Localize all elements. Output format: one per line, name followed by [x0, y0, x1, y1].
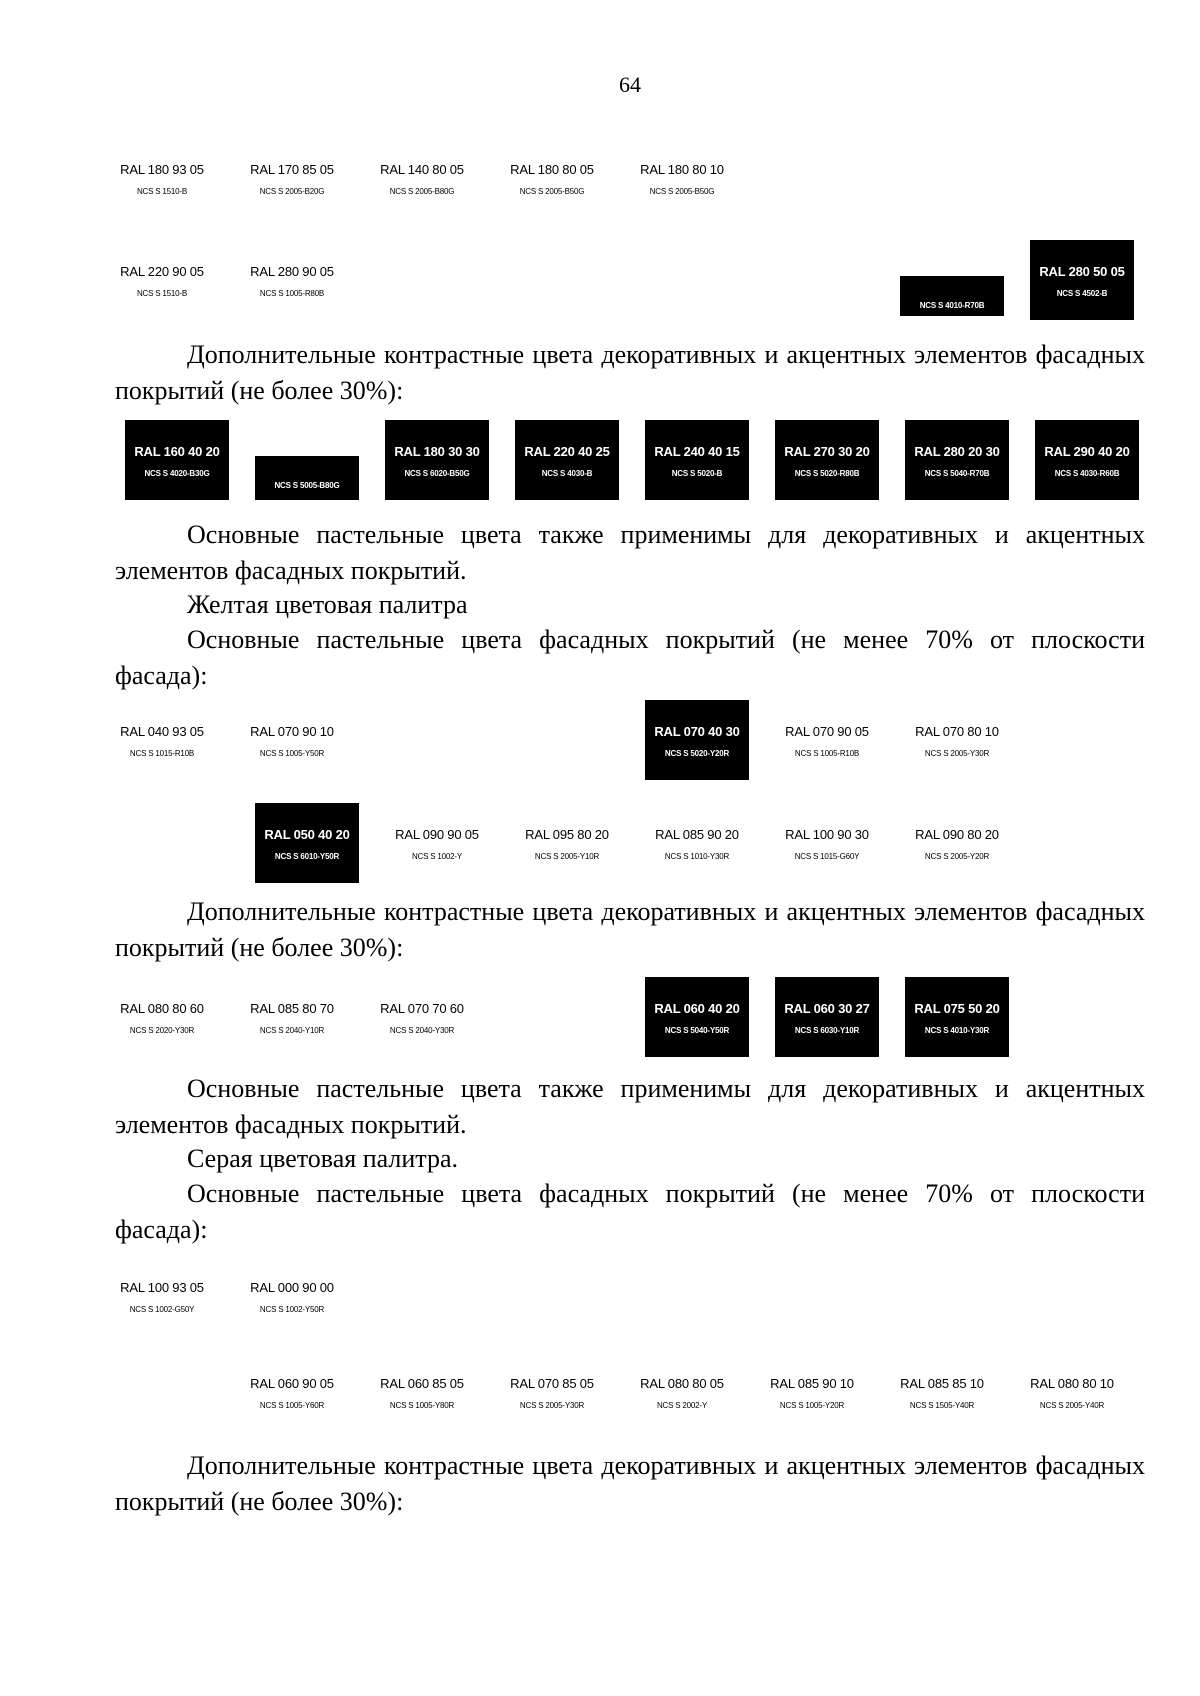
ral-code: RAL 085 90 10 [770, 1376, 854, 1391]
ncs-code: NCS S 2002-Y [656, 1401, 708, 1410]
ncs-code: NCS S 2005-Y20R [924, 852, 990, 861]
ncs-code: NCS S 2040-Y10R [259, 1026, 325, 1035]
ral-code: RAL 080 80 60 [120, 1001, 204, 1016]
color-swatch [240, 1256, 344, 1336]
ral-code: RAL 170 85 05 [250, 162, 334, 177]
ncs-code: NCS S 2020-Y30R [129, 1026, 195, 1035]
swatch-row-yellow-contrast [0, 977, 1200, 1061]
ral-code: RAL 290 40 20 [1044, 444, 1130, 459]
swatch-row-blue-pastel-2 [0, 240, 1200, 324]
ral-code: RAL 060 85 05 [380, 1376, 464, 1391]
ncs-code: NCS S 6010-Y50R [274, 852, 340, 861]
color-swatch [500, 1352, 604, 1432]
color-swatch [240, 700, 344, 780]
ncs-code: NCS S 5020-R80B [794, 469, 860, 478]
ral-code: RAL 240 40 15 [654, 444, 740, 459]
ral-code: RAL 140 80 05 [380, 162, 464, 177]
swatch-row-blue-pastel-1 [0, 138, 1200, 222]
ral-code: RAL 060 90 05 [250, 1376, 334, 1391]
ncs-code: NCS S 2005-Y10R [534, 852, 600, 861]
ral-code: RAL 060 40 20 [654, 1001, 740, 1016]
ncs-code: NCS S 1005-Y80R [389, 1401, 455, 1410]
ral-code: RAL 090 90 05 [395, 827, 479, 842]
ral-code: RAL 070 80 10 [915, 724, 999, 739]
color-swatch [900, 276, 1004, 316]
color-swatch [370, 977, 474, 1057]
ncs-code: NCS S 1015-G60Y [794, 852, 860, 861]
ncs-code: NCS S 1002-Y50R [259, 1305, 325, 1314]
ncs-code: NCS S 2005-B20G [259, 187, 325, 196]
color-swatch [240, 977, 344, 1057]
ral-code: RAL 095 80 20 [525, 827, 609, 842]
color-swatch [905, 977, 1009, 1057]
swatch-row-grey-pastel-1 [0, 1256, 1200, 1340]
color-swatch [255, 803, 359, 883]
ncs-code: NCS S 5020-Y20R [664, 749, 730, 758]
ncs-code: NCS S 2040-Y30R [389, 1026, 455, 1035]
paragraph-pastel-also-applicable-2: Основные пастельные цвета также применимы для декоративных и акцентных элементов фасадных покрытий. [115, 1074, 1145, 1139]
heading-yellow-palette: Желтая цветовая палитра [187, 590, 468, 619]
ral-code: RAL 080 80 10 [1030, 1376, 1114, 1391]
color-swatch [1020, 1352, 1124, 1432]
ncs-code: NCS S 4030-B [541, 469, 593, 478]
ncs-code: NCS S 1005-Y20R [779, 1401, 845, 1410]
ncs-code: NCS S 1505-Y40R [909, 1401, 975, 1410]
paragraph-additional-contrast-2: Дополнительные контрастные цвета декоративных и акцентных элементов фасадных покрытий (не более 30%): [115, 897, 1145, 962]
paragraph-additional-contrast-3: Дополнительные контрастные цвета декоративных и акцентных элементов фасадных покрытий (не более 30%): [115, 1451, 1145, 1516]
swatch-row-yellow-pastel-1 [0, 700, 1200, 784]
ral-code: RAL 075 50 20 [914, 1001, 1000, 1016]
color-swatch [370, 1352, 474, 1432]
ncs-code: NCS S 4010-R70B [919, 301, 985, 310]
ral-code: RAL 180 93 05 [120, 162, 204, 177]
ncs-code: NCS S 1010-Y30R [664, 852, 730, 861]
ral-code: RAL 090 80 20 [915, 827, 999, 842]
color-swatch [110, 1256, 214, 1336]
ral-code: RAL 280 50 05 [1039, 264, 1125, 279]
ral-code: RAL 220 90 05 [120, 264, 204, 279]
color-swatch [1035, 420, 1139, 500]
ral-code: RAL 180 80 10 [640, 162, 724, 177]
ncs-code: NCS S 5020-B [671, 469, 723, 478]
paragraph-additional-contrast-1: Дополнительные контрастные цвета декоративных и акцентных элементов фасадных покрытий (не более 30%): [115, 340, 1145, 405]
ral-code: RAL 040 93 05 [120, 724, 204, 739]
ral-code: RAL 000 90 00 [250, 1280, 334, 1295]
color-swatch [905, 803, 1009, 883]
ncs-code: NCS S 2005-B80G [389, 187, 455, 196]
color-swatch [125, 420, 229, 500]
ncs-code: NCS S 1002-Y [411, 852, 463, 861]
ncs-code: NCS S 1005-Y50R [259, 749, 325, 758]
paragraph-main-pastel-grey: Основные пастельные цвета фасадных покрытий (не менее 70% от плоскости фасада): [115, 1179, 1145, 1244]
ral-code: RAL 085 85 10 [900, 1376, 984, 1391]
ral-code: RAL 280 20 30 [914, 444, 1000, 459]
ral-code: RAL 280 90 05 [250, 264, 334, 279]
ncs-code: NCS S 5040-R70B [924, 469, 990, 478]
color-swatch [240, 1352, 344, 1432]
color-swatch [645, 803, 749, 883]
ncs-code: NCS S 4030-R60B [1054, 469, 1120, 478]
color-swatch [515, 420, 619, 500]
ncs-code: NCS S 2005-B50G [519, 187, 585, 196]
color-swatch [890, 1352, 994, 1432]
ncs-code: NCS S 2005-Y40R [1039, 1401, 1105, 1410]
color-swatch [385, 803, 489, 883]
ral-code: RAL 070 90 10 [250, 724, 334, 739]
ral-code: RAL 100 93 05 [120, 1280, 204, 1295]
color-swatch [370, 138, 474, 218]
paragraph-pastel-also-applicable-1: Основные пастельные цвета также применимы для декоративных и акцентных элементов фасадных покрытий. [115, 520, 1145, 585]
color-swatch [760, 1352, 864, 1432]
ncs-code: NCS S 1005-R10B [794, 749, 860, 758]
ncs-code: NCS S 6030-Y10R [794, 1026, 860, 1035]
ral-code: RAL 070 90 05 [785, 724, 869, 739]
color-swatch [775, 977, 879, 1057]
ncs-code: NCS S 2005-Y30R [519, 1401, 585, 1410]
color-swatch [110, 1352, 214, 1432]
ral-code: RAL 050 40 20 [264, 827, 350, 842]
ncs-code: NCS S 5005-B80G [274, 481, 340, 490]
ncs-code: NCS S 4020-B30G [144, 469, 210, 478]
ral-code: RAL 080 80 05 [640, 1376, 724, 1391]
swatch-row-blue-contrast [0, 420, 1200, 504]
color-swatch [385, 420, 489, 500]
color-swatch [775, 420, 879, 500]
page-number: 64 [619, 72, 641, 97]
ral-code: RAL 160 40 20 [134, 444, 220, 459]
color-swatch [110, 700, 214, 780]
ral-code: RAL 180 30 30 [394, 444, 480, 459]
color-swatch [500, 138, 604, 218]
color-swatch [240, 138, 344, 218]
ncs-code: NCS S 5040-Y50R [664, 1026, 730, 1035]
ral-code: RAL 085 90 20 [655, 827, 739, 842]
ral-code: RAL 100 90 30 [785, 827, 869, 842]
ncs-code: NCS S 1510-B [136, 289, 188, 298]
color-swatch [905, 700, 1009, 780]
color-swatch [630, 1352, 734, 1432]
color-swatch [905, 420, 1009, 500]
color-swatch [515, 803, 619, 883]
color-swatch [1030, 240, 1134, 320]
color-swatch [240, 240, 344, 320]
color-swatch [775, 700, 879, 780]
color-swatch [255, 456, 359, 500]
heading-grey-palette: Серая цветовая палитра. [187, 1144, 459, 1173]
ncs-code: NCS S 1005-R80B [259, 289, 325, 298]
swatch-row-grey-pastel-2 [0, 1352, 1200, 1436]
color-swatch [630, 138, 734, 218]
ral-code: RAL 085 80 70 [250, 1001, 334, 1016]
ncs-code: NCS S 1015-R10B [129, 749, 195, 758]
ncs-code: NCS S 4010-Y30R [924, 1026, 990, 1035]
ncs-code: NCS S 1005-Y60R [259, 1401, 325, 1410]
ncs-code: NCS S 2005-B50G [649, 187, 715, 196]
ncs-code: NCS S 6020-B50G [404, 469, 470, 478]
color-swatch [645, 420, 749, 500]
color-swatch [645, 977, 749, 1057]
paragraph-main-pastel-yellow: Основные пастельные цвета фасадных покрытий (не менее 70% от плоскости фасада): [115, 625, 1145, 690]
ral-code: RAL 070 40 30 [654, 724, 740, 739]
swatch-row-yellow-pastel-2 [0, 803, 1200, 887]
ral-code: RAL 270 30 20 [784, 444, 870, 459]
ral-code: RAL 070 85 05 [510, 1376, 594, 1391]
ncs-code: NCS S 1002-G50Y [129, 1305, 195, 1314]
color-swatch [110, 138, 214, 218]
color-swatch [775, 803, 879, 883]
color-swatch [110, 240, 214, 320]
ral-code: RAL 060 30 27 [784, 1001, 870, 1016]
ncs-code: NCS S 4502-B [1056, 289, 1108, 298]
ral-code: RAL 220 40 25 [524, 444, 610, 459]
ncs-code: NCS S 1510-B [136, 187, 188, 196]
ral-code: RAL 180 80 05 [510, 162, 594, 177]
color-swatch [645, 700, 749, 780]
ncs-code: NCS S 2005-Y30R [924, 749, 990, 758]
ral-code: RAL 070 70 60 [380, 1001, 464, 1016]
color-swatch [110, 977, 214, 1057]
